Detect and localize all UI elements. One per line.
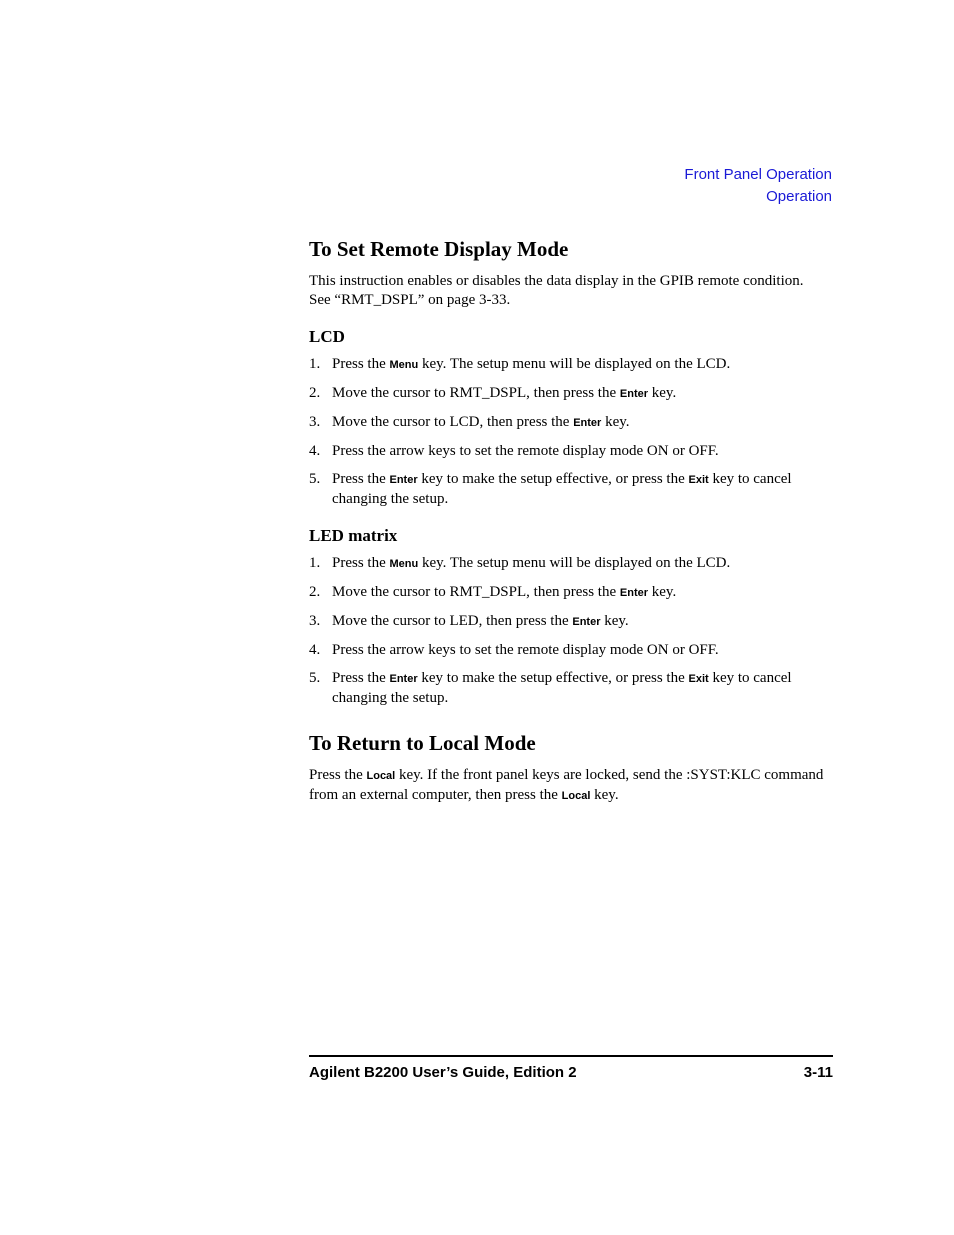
led-step-5 [309, 669, 833, 708]
step-text: key to cancel changing the setup. [332, 670, 792, 706]
step-text: Move the cursor to LED, then press the [332, 613, 573, 629]
step-number: 2. [309, 584, 321, 600]
step-number: 5. [309, 471, 321, 487]
page-number: 3-11 [803, 1064, 833, 1081]
step-text: Press the arrow keys to set the remote display mode ON or OFF. [332, 642, 719, 658]
step-number: 3. [309, 414, 321, 430]
led-matrix-subtitle: LED matrix [309, 526, 398, 545]
led-steps [309, 554, 833, 708]
step-text: Move the cursor to RMT_DSPL, then press the [332, 584, 620, 600]
step-text: Press the [332, 356, 390, 372]
enter-key-label: Enter [572, 616, 601, 628]
menu-key-label: Menu [389, 558, 419, 570]
enter-key-label: Enter [619, 388, 649, 400]
intro-line-2: See “RMT_DSPL” on page 3-33. [309, 292, 511, 308]
step-text: Move the cursor to RMT_DSPL, then press the [332, 385, 620, 401]
lcd-steps [309, 355, 833, 509]
footer-divider [309, 1055, 833, 1057]
chapter-link[interactable]: Front Panel Operation [684, 166, 832, 183]
page-footer [309, 1063, 833, 1083]
paragraph-text: key. [590, 787, 619, 803]
intro-line-1: This instruction enables or disables the data display in the GPIB remote condition. [309, 273, 804, 289]
step-text: key. The setup menu will be displayed on the LCD. [418, 555, 731, 571]
section-link[interactable]: Operation [766, 188, 832, 205]
enter-key-label: Enter [573, 417, 602, 429]
step-text: Press the arrow keys to set the remote display mode ON or OFF. [332, 443, 719, 459]
enter-key-label: Enter [619, 587, 649, 599]
lcd-step-5 [309, 470, 833, 509]
local-key-label: Local [366, 770, 396, 782]
step-text: key to cancel changing the setup. [332, 471, 792, 507]
step-text: key. [601, 414, 630, 430]
step-text: Press the [332, 471, 390, 487]
lcd-step-2 [309, 384, 833, 404]
led-step-4 [309, 641, 833, 660]
led-step-1 [309, 554, 833, 574]
intro-paragraph [309, 272, 833, 310]
led-step-3 [309, 612, 833, 632]
step-number: 4. [309, 443, 321, 459]
lcd-step-1 [309, 355, 833, 375]
menu-key-label: Menu [389, 359, 419, 371]
step-text: key. [648, 584, 677, 600]
step-number: 3. [309, 613, 321, 629]
exit-key-label: Exit [688, 474, 709, 486]
step-number: 2. [309, 385, 321, 401]
running-header [684, 164, 832, 208]
paragraph-text: key. If the front panel keys are locked, send the :SYST:KLC command from an external computer, then press the [309, 767, 824, 803]
step-number: 4. [309, 642, 321, 658]
local-key-label: Local [561, 790, 591, 802]
local-mode-paragraph [309, 766, 833, 806]
step-text: Move the cursor to LCD, then press the [332, 414, 574, 430]
led-step-2 [309, 583, 833, 603]
step-text: key to make the setup effective, or press the [417, 471, 689, 487]
lcd-step-3 [309, 413, 833, 433]
lcd-subtitle: LCD [309, 327, 345, 346]
section-title-remote-display: To Set Remote Display Mode [309, 237, 569, 261]
step-text: key. The setup menu will be displayed on the LCD. [418, 356, 731, 372]
paragraph-text: Press the [309, 767, 367, 783]
enter-key-label: Enter [389, 673, 418, 685]
step-text: key. [600, 613, 629, 629]
step-text: Press the [332, 555, 390, 571]
step-text: Press the [332, 670, 390, 686]
step-number: 5. [309, 670, 321, 686]
exit-key-label: Exit [688, 673, 709, 685]
enter-key-label: Enter [389, 474, 418, 486]
step-number: 1. [309, 555, 321, 571]
lcd-step-4 [309, 442, 833, 461]
footer-title: Agilent B2200 User’s Guide, Edition 2 [309, 1064, 577, 1081]
step-text: key. [648, 385, 677, 401]
page-content [309, 234, 833, 806]
section-title-local-mode: To Return to Local Mode [309, 731, 536, 755]
step-number: 1. [309, 356, 321, 372]
step-text: key to make the setup effective, or press the [417, 670, 689, 686]
